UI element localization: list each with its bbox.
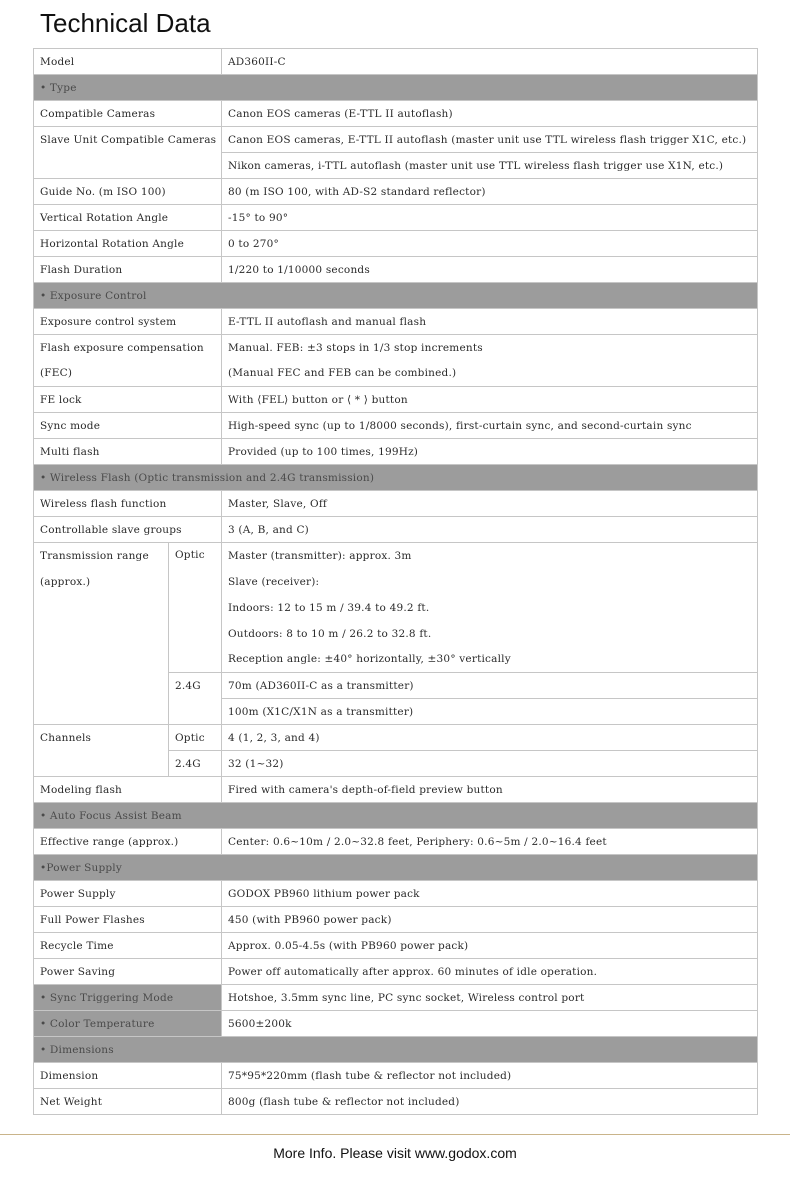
table-row: [34, 725, 758, 751]
spec-value: 450 (with PB960 power pack): [222, 907, 758, 933]
section-title: • Wireless Flash (Optic transmission and 2.4G transmission): [34, 465, 758, 491]
spec-value: 800g (flash tube & reflector not included): [222, 1089, 758, 1115]
spec-value: 4 (1, 2, 3, and 4): [222, 725, 758, 751]
table-row: [34, 621, 758, 647]
spec-label: Effective range (approx.): [34, 829, 222, 855]
table-row: [34, 699, 758, 725]
spec-label-empty: [34, 673, 169, 699]
spec-label: Sync mode: [34, 413, 222, 439]
spec-value: Hotshoe, 3.5mm sync line, PC sync socket, Wireless control port: [222, 985, 758, 1011]
spec-value-model: AD360II-C: [222, 49, 758, 75]
table-row: [34, 751, 758, 777]
spec-label: (approx.): [34, 569, 169, 595]
table-row: [34, 49, 758, 75]
spec-value: (Manual FEC and FEB can be combined.): [222, 361, 758, 387]
spec-label: Transmission range: [34, 543, 169, 569]
spec-value: With ⟨FEL⟩ button or ⟨ * ⟩ button: [222, 387, 758, 413]
table-row: [34, 569, 758, 595]
table-row: [34, 153, 758, 179]
spec-label: (FEC): [34, 361, 222, 387]
spec-label: Slave Unit Compatible Cameras: [34, 127, 222, 153]
spec-value: 5600±200k: [222, 1011, 758, 1037]
table-row: [34, 777, 758, 803]
spec-value: Reception angle: ±40° horizontally, ±30° vertically: [222, 647, 758, 673]
table-row: [34, 335, 758, 361]
table-row: [34, 933, 758, 959]
spec-label: Compatible Cameras: [34, 101, 222, 127]
section-header-exposure: [34, 283, 758, 309]
spec-value: 0 to 270°: [222, 231, 758, 257]
footer-text: More Info. Please visit www.godox.com: [273, 1145, 517, 1161]
spec-label-empty: [34, 621, 169, 647]
spec-label-empty: [34, 647, 169, 673]
spec-label: Exposure control system: [34, 309, 222, 335]
table-row: [34, 179, 758, 205]
spec-label: FE lock: [34, 387, 222, 413]
table-row: [34, 413, 758, 439]
table-row: [34, 231, 758, 257]
table-row: [34, 361, 758, 387]
spec-value: 80 (m ISO 100, with AD-S2 standard reflector): [222, 179, 758, 205]
spec-value: 3 (A, B, and C): [222, 517, 758, 543]
table-row: [34, 127, 758, 153]
section-header-power: [34, 855, 758, 881]
spec-value: Center: 0.6~10m / 2.0~32.8 feet, Periphery: 0.6~5m / 2.0~16.4 feet: [222, 829, 758, 855]
spec-label: Flash exposure compensation: [34, 335, 222, 361]
table-row: [34, 673, 758, 699]
table-row: [34, 595, 758, 621]
section-header-dimensions: [34, 1037, 758, 1063]
spec-label: Multi flash: [34, 439, 222, 465]
spec-label: Recycle Time: [34, 933, 222, 959]
table-row: [34, 985, 758, 1011]
section-title: • Auto Focus Assist Beam: [34, 803, 758, 829]
spec-value: Canon EOS cameras, E-TTL II autoflash (master unit use TTL wireless flash trigger X1C, etc.): [222, 127, 758, 153]
table-row: [34, 647, 758, 673]
table-row: [34, 1063, 758, 1089]
footer-divider: [0, 1134, 790, 1135]
spec-value: 70m (AD360II-C as a transmitter): [222, 673, 758, 699]
spec-value: High-speed sync (up to 1/8000 seconds), first-curtain sync, and second-curtain sync: [222, 413, 758, 439]
spec-sublabel-empty: [169, 699, 222, 725]
spec-value: 32 (1~32): [222, 751, 758, 777]
spec-label-empty: [34, 751, 169, 777]
section-header-type: [34, 75, 758, 101]
spec-value: -15° to 90°: [222, 205, 758, 231]
table-row: [34, 1011, 758, 1037]
spec-value: 75*95*220mm (flash tube & reflector not included): [222, 1063, 758, 1089]
section-title: • Exposure Control: [34, 283, 758, 309]
spec-value: GODOX PB960 lithium power pack: [222, 881, 758, 907]
section-title: •Power Supply: [34, 855, 758, 881]
spec-label: Channels: [34, 725, 169, 751]
section-title: • Type: [34, 75, 758, 101]
spec-label: Net Weight: [34, 1089, 222, 1115]
table-row: [34, 543, 758, 569]
spec-label: Full Power Flashes: [34, 907, 222, 933]
spec-value: 100m (X1C/X1N as a transmitter): [222, 699, 758, 725]
spec-value: E-TTL II autoflash and manual flash: [222, 309, 758, 335]
spec-value: Indoors: 12 to 15 m / 39.4 to 49.2 ft.: [222, 595, 758, 621]
spec-value: Fired with camera's depth-of-field preview button: [222, 777, 758, 803]
spec-value: Canon EOS cameras (E-TTL II autoflash): [222, 101, 758, 127]
spec-label: Vertical Rotation Angle: [34, 205, 222, 231]
section-header-af-assist: [34, 803, 758, 829]
spec-value: Master (transmitter): approx. 3m: [222, 543, 758, 569]
table-row: [34, 309, 758, 335]
table-row: [34, 829, 758, 855]
spec-label-model: Model: [34, 49, 222, 75]
table-row: [34, 205, 758, 231]
spec-label: Guide No. (m ISO 100): [34, 179, 222, 205]
section-header-wireless: [34, 465, 758, 491]
spec-label: Dimension: [34, 1063, 222, 1089]
technical-data-table: [33, 48, 758, 1115]
table-row: [34, 439, 758, 465]
spec-value: Manual. FEB: ±3 stops in 1/3 stop increments: [222, 335, 758, 361]
spec-value: Provided (up to 100 times, 199Hz): [222, 439, 758, 465]
spec-value: Approx. 0.05-4.5s (with PB960 power pack): [222, 933, 758, 959]
page-title: Technical Data: [40, 8, 211, 38]
spec-label-empty: [34, 595, 169, 621]
spec-sublabel-optic: Optic: [169, 725, 222, 751]
spec-label-empty: [34, 699, 169, 725]
section-title: • Dimensions: [34, 1037, 758, 1063]
spec-value: Outdoors: 8 to 10 m / 26.2 to 32.8 ft.: [222, 621, 758, 647]
spec-value: Master, Slave, Off: [222, 491, 758, 517]
table-row: [34, 907, 758, 933]
table-row: [34, 491, 758, 517]
spec-value: Slave (receiver):: [222, 569, 758, 595]
table-row: [34, 387, 758, 413]
spec-value: Nikon cameras, i-TTL autoflash (master unit use TTL wireless flash trigger use X1N, etc.): [222, 153, 758, 179]
spec-sublabel-24g: 2.4G: [169, 751, 222, 777]
section-title: • Sync Triggering Mode: [34, 985, 222, 1011]
table-row: [34, 881, 758, 907]
table-row: [34, 257, 758, 283]
table-row: [34, 517, 758, 543]
spec-value: Power off automatically after approx. 60 minutes of idle operation.: [222, 959, 758, 985]
spec-label: Horizontal Rotation Angle: [34, 231, 222, 257]
spec-sublabel-optic: Optic: [169, 543, 222, 673]
table-row: [34, 101, 758, 127]
section-title: • Color Temperature: [34, 1011, 222, 1037]
spec-label: Power Saving: [34, 959, 222, 985]
spec-label: Flash Duration: [34, 257, 222, 283]
spec-label: Modeling flash: [34, 777, 222, 803]
spec-label: Power Supply: [34, 881, 222, 907]
spec-label-empty: [34, 153, 222, 179]
table-row: [34, 1089, 758, 1115]
spec-label: Wireless flash function: [34, 491, 222, 517]
spec-sublabel-24g: 2.4G: [169, 673, 222, 699]
spec-label: Controllable slave groups: [34, 517, 222, 543]
table-row: [34, 959, 758, 985]
spec-value: 1/220 to 1/10000 seconds: [222, 257, 758, 283]
